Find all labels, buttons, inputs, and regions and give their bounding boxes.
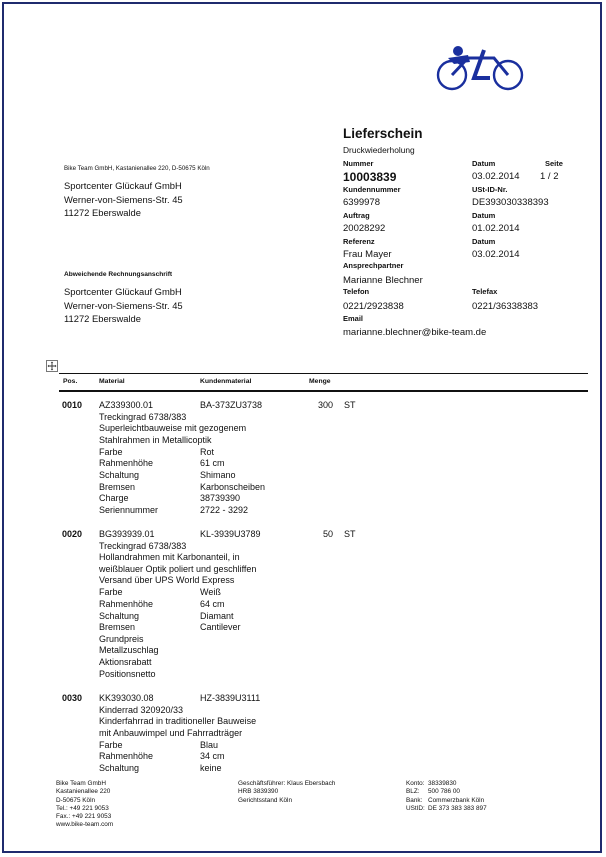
- item-desc-line: weißblauer Optik poliert und geschliffen: [99, 563, 257, 574]
- attr-value: Cantilever: [200, 622, 241, 633]
- item-unit: ST: [344, 400, 356, 410]
- auftrag-value: 20028292: [343, 223, 386, 234]
- footer-line[interactable]: www.bike-team.com: [56, 821, 114, 829]
- item-name: Kinderrad 320920/33: [99, 704, 184, 715]
- kundennummer-label: Kundennummer: [343, 185, 401, 194]
- attr-value: Shimano: [200, 469, 236, 480]
- item-desc-line: Kinderfahrrad in traditioneller Bauweise: [99, 716, 257, 727]
- footer-line: HRB 3839390: [238, 788, 279, 796]
- attr-value: 38739390: [200, 493, 241, 504]
- col-header-kundenmaterial: Kundenmaterial: [200, 378, 252, 385]
- ustid-value: DE393030338393: [472, 197, 549, 208]
- attr-value: 2722 - 3292: [200, 504, 249, 515]
- telefon-label: Telefon: [343, 287, 370, 296]
- attr-label: Schaltung: [99, 469, 140, 480]
- billing-label: Abweichende Rechnungsanschrift: [64, 271, 173, 278]
- item-details: [99, 705, 256, 740]
- auftrag-datum-value: 01.02.2014: [472, 223, 520, 234]
- table-header-rule: [59, 390, 588, 392]
- referenz-datum-value: 03.02.2014: [472, 249, 520, 260]
- item-desc-line: mit Anbauwimpel und Fahrradträger: [99, 727, 243, 738]
- attr-label: Schaltung: [99, 610, 140, 621]
- footer-line: Geschäftsführer: Klaus Ebersbach: [238, 780, 336, 787]
- auftrag-datum-label: Datum: [472, 211, 496, 220]
- kundennummer-value: 6399978: [343, 197, 380, 208]
- item-pos: 0030: [62, 693, 83, 703]
- item-menge: 50: [322, 529, 333, 539]
- attr-label: Schaltung: [99, 762, 140, 773]
- col-header-pos: Pos.: [63, 378, 78, 385]
- item-pos: 0010: [62, 400, 83, 410]
- footer-bank-value: 38339830: [428, 780, 457, 787]
- attr-label: Charge: [99, 493, 129, 504]
- item-name: Treckingrad 6738/383: [99, 411, 187, 422]
- col-header-menge: Menge: [309, 378, 331, 385]
- item-kundenmaterial: HZ-3839U3111: [200, 693, 261, 703]
- attr-label: Farbe: [99, 587, 123, 598]
- attr-value: keine: [200, 762, 222, 773]
- recipient-line: Werner-von-Siemens-Str. 45: [64, 193, 183, 205]
- footer-line: Fax.: +49 221 9053: [56, 813, 112, 821]
- footer-bank-value: Commerzbank Köln: [428, 796, 485, 804]
- footer-bank-label: Bank:: [406, 796, 423, 804]
- attr-label: Positionsnetto: [99, 668, 156, 679]
- footer-line: D-50675 Köln: [56, 796, 96, 804]
- auftrag-label: Auftrag: [343, 211, 370, 220]
- attr-label: Metallzuschlag: [99, 645, 159, 656]
- attr-value: Rot: [200, 446, 215, 457]
- item-attributes: [99, 587, 241, 680]
- item-desc-line: Stahlrahmen in Metallicoptik: [99, 434, 212, 445]
- footer-management: [238, 780, 335, 805]
- attr-value: 61 cm: [200, 458, 225, 469]
- document-number: 10003839: [343, 170, 397, 184]
- footer-bank-label: UStID:: [406, 804, 425, 812]
- attr-value: 34 cm: [200, 751, 225, 762]
- ustid-label: USt-ID-Nr.: [472, 185, 508, 194]
- item-details: [99, 541, 256, 587]
- document-date: 03.02.2014: [472, 171, 520, 182]
- footer-line: Bike Team GmbH: [56, 780, 106, 787]
- footer-bank-value: DE 373 383 383 897: [428, 804, 487, 812]
- bike-logo-icon: [434, 44, 528, 94]
- attr-label: Grundpreis: [99, 633, 144, 644]
- ansprech-label: Ansprechpartner: [343, 261, 404, 270]
- datum-label: Datum: [472, 159, 496, 168]
- attr-label: Bremsen: [99, 622, 136, 633]
- referenz-datum-label: Datum: [472, 237, 496, 246]
- recipient-address: [64, 179, 183, 220]
- ansprech-value: Marianne Blechner: [343, 275, 423, 286]
- billing-line: Werner-von-Siemens-Str. 45: [64, 299, 183, 311]
- referenz-value: Frau Mayer: [343, 249, 392, 260]
- item-details: [99, 412, 246, 447]
- telefon-value: 0221/2923838: [343, 301, 404, 312]
- telefax-value: 0221/36338383: [472, 301, 539, 312]
- seite-label: Seite: [545, 159, 563, 168]
- billing-line: 11272 Eberswalde: [64, 313, 141, 324]
- billing-address: [64, 285, 183, 326]
- footer-line: Kastanienallee 220: [56, 788, 111, 796]
- footer-bank: [406, 780, 487, 813]
- footer-bank-label: BLZ:: [406, 788, 420, 796]
- item-pos: 0020: [62, 529, 83, 539]
- email-label: Email: [343, 314, 364, 323]
- document-title: Lieferschein: [343, 126, 423, 141]
- item-unit: ST: [344, 529, 356, 539]
- item-material: BG393939.01: [99, 529, 155, 539]
- item-kundenmaterial: BA-373ZU3738: [200, 400, 263, 410]
- sender-line: Bike Team GmbH, Kastanienallee 220, D-50675 Köln: [64, 165, 210, 172]
- item-material: KK393030.08: [99, 693, 154, 703]
- item-kundenmaterial: KL-3939U3789: [200, 529, 261, 539]
- referenz-label: Referenz: [343, 237, 375, 246]
- attr-value: Weiß: [200, 587, 221, 598]
- document-page: [2, 2, 602, 853]
- nummer-label: Nummer: [343, 159, 374, 168]
- item-desc-line: Versand über UPS World Express: [99, 575, 235, 586]
- email-value[interactable]: marianne.blechner@bike-team.de: [343, 327, 487, 338]
- item-attributes: [99, 446, 266, 517]
- attr-label: Seriennummer: [99, 504, 159, 515]
- footer-line: Gerichtsstand Köln: [238, 796, 292, 804]
- item-material: AZ339300.01: [99, 400, 154, 410]
- attr-label: Rahmenhöhe: [99, 598, 154, 609]
- footer-company: [56, 780, 113, 830]
- item-menge: 300: [317, 400, 333, 410]
- page-number: 1 / 2: [540, 171, 559, 182]
- attr-label: Rahmenhöhe: [99, 751, 154, 762]
- attr-label: Farbe: [99, 739, 123, 750]
- attr-value: Blau: [200, 739, 219, 750]
- attr-value: Diamant: [200, 610, 234, 621]
- attr-label: Aktionsrabatt: [99, 656, 152, 667]
- attr-label: Bremsen: [99, 481, 136, 492]
- attr-label: Farbe: [99, 446, 123, 457]
- attr-value: 64 cm: [200, 598, 225, 609]
- table-top-rule: [59, 373, 588, 374]
- item-name: Treckingrad 6738/383: [99, 540, 187, 551]
- table-move-handle[interactable]: [46, 360, 58, 372]
- document-subtitle: Druckwiederholung: [343, 145, 415, 155]
- footer-line: Tel.: +49 221 9053: [56, 804, 109, 812]
- item-desc-line: Superleichtbauweise mit gezogenem: [99, 423, 247, 434]
- move-icon: [47, 361, 57, 371]
- footer-bank-value: 500 786 00: [428, 788, 460, 796]
- recipient-line: 11272 Eberswalde: [64, 207, 141, 218]
- item-attributes: [99, 739, 225, 775]
- attr-label: Rahmenhöhe: [99, 458, 154, 469]
- footer-bank-label: Konto:: [406, 780, 425, 787]
- col-header-material: Material: [99, 378, 125, 385]
- telefax-label: Telefax: [472, 287, 498, 296]
- recipient-line: Sportcenter Glückauf GmbH: [64, 180, 182, 191]
- attr-value: Karbonscheiben: [200, 481, 266, 492]
- billing-line: Sportcenter Glückauf GmbH: [64, 286, 182, 297]
- item-desc-line: Hollandrahmen mit Karbonanteil, in: [99, 552, 240, 563]
